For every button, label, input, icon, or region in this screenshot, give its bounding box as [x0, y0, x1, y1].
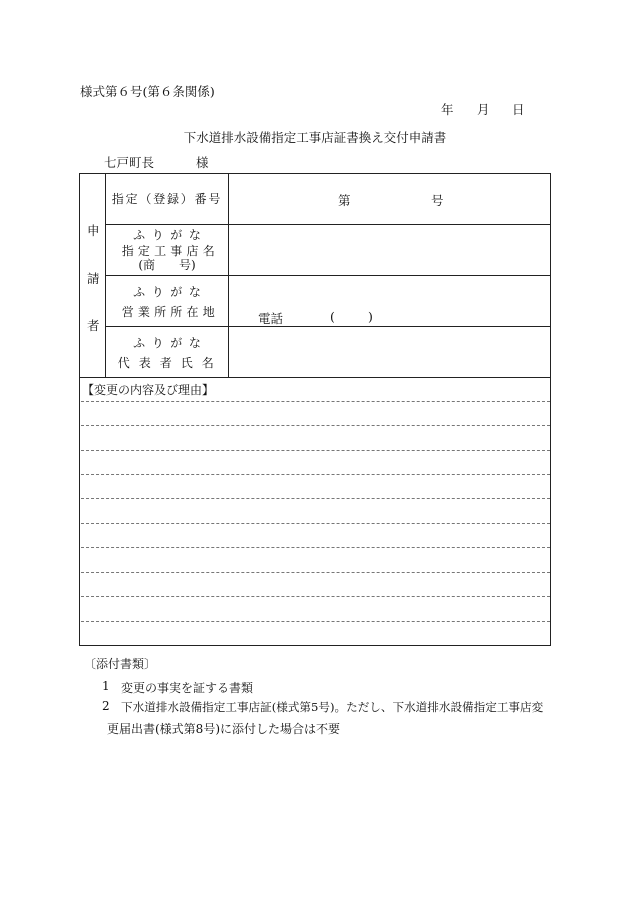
- registration-number-label: [106, 191, 228, 207]
- document-title: 下水道排水設備指定工事店証書換え交付申請書: [183, 130, 447, 145]
- ruled-line: [81, 523, 550, 524]
- contractor-name-label: [106, 227, 228, 272]
- ruled-line: [81, 547, 550, 548]
- phone-paren-close: ): [368, 309, 373, 324]
- office-address-main-label: 営業所所在地: [121, 305, 219, 319]
- registration-number-suffix: 号: [431, 193, 444, 208]
- ruled-line: [81, 474, 550, 475]
- form-number: 様式第６号(第６条関係): [80, 84, 215, 99]
- representative-main-label: 代表者氏名: [117, 356, 223, 370]
- registration-number-prefix: 第: [338, 193, 351, 208]
- attachment-item-continuation: 更届出書(様式第8号)に添付した場合は不要: [107, 722, 340, 736]
- contractor-name-field[interactable]: [229, 225, 550, 275]
- ruled-line: [81, 425, 550, 426]
- representative-name-field[interactable]: [229, 327, 550, 377]
- attachment-item-text: 下水道排水設備指定工事店証(様式第5号)。ただし、下水道排水設備指定工事店変: [121, 700, 544, 714]
- applicant-side-label-3: 者: [87, 318, 100, 333]
- office-address-field[interactable]: [229, 276, 550, 326]
- representative-name-label: [106, 335, 228, 371]
- date-year-label: 年: [441, 102, 454, 117]
- ruled-line: [81, 450, 550, 451]
- addressee-honorific: 様: [196, 155, 209, 170]
- contractor-trade-name-label: (商 号): [138, 258, 196, 272]
- ruled-line: [81, 401, 550, 402]
- office-address-label: [106, 284, 228, 320]
- ruled-line: [81, 596, 550, 597]
- contractor-name-main-label: 指定工事店名: [121, 244, 219, 258]
- ruled-line: [81, 498, 550, 499]
- attachment-item-number: 2: [102, 699, 110, 713]
- representative-furigana-label: ふりがな: [133, 336, 208, 350]
- attachment-item-text: 変更の事実を証する書類: [121, 681, 254, 695]
- date-day-label: 日: [512, 102, 525, 117]
- attachments-heading: 〔添付書類〕: [84, 657, 157, 671]
- office-address-furigana-label: ふりがな: [133, 285, 208, 299]
- change-reason-heading: 【変更の内容及び理由】: [82, 383, 215, 397]
- addressee-name: 七戸町長: [104, 155, 155, 170]
- applicant-side-label-1: 申: [87, 223, 100, 238]
- date-month-label: 月: [477, 102, 490, 117]
- phone-label: 電話: [258, 311, 284, 326]
- ruled-line: [81, 572, 550, 573]
- registration-number-field[interactable]: [229, 174, 550, 224]
- registration-number-label-text: 指定（登録）番号: [111, 192, 223, 206]
- applicant-side-label-2: 請: [87, 271, 100, 286]
- phone-paren-open: (: [330, 309, 335, 324]
- contractor-name-furigana-label: ふりがな: [133, 228, 208, 242]
- attachment-item-number: 1: [102, 679, 110, 693]
- ruled-line: [81, 621, 550, 622]
